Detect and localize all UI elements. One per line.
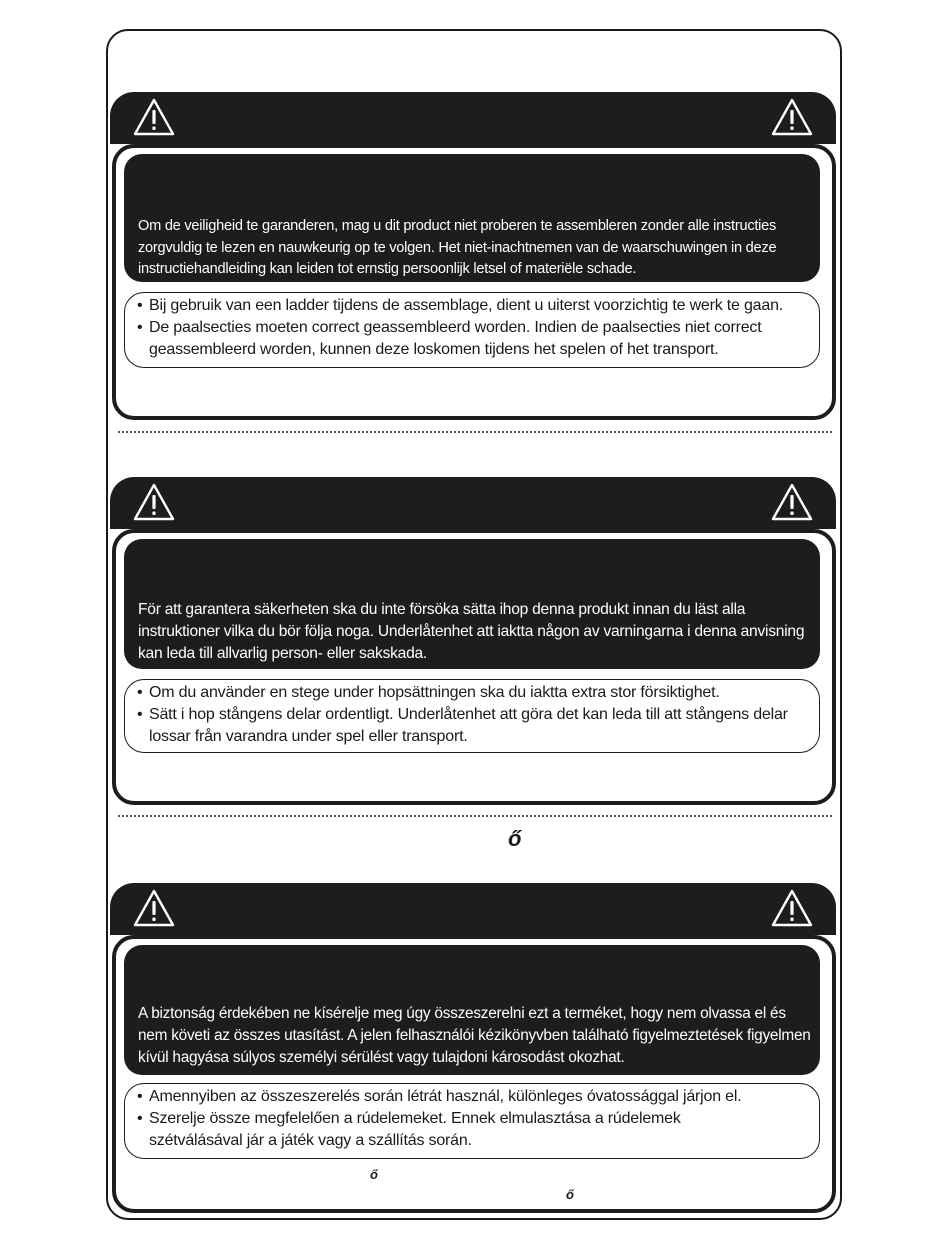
warning-intro-box [124, 945, 820, 1075]
warning-header-bar [110, 92, 836, 144]
warning-triangle-icon [132, 888, 176, 928]
warning-bullet: • Amennyiben az összeszerelés során létrát használ, különleges óvatossággal járjon el. [137, 1086, 809, 1108]
warning-intro-text: För att garantera säkerheten ska du inte försöka sätta ihop denna produkt innan du läst alla instruktioner vilka du bör följa noga. Underlåtenhet att iaktta någon av varningarna i denna anvisning kan leda till allvarlig person- eller sakskada. [138, 601, 805, 662]
warning-intro-box [124, 154, 820, 282]
warning-bullet-box [124, 679, 820, 753]
dotted-divider [118, 431, 832, 433]
warning-triangle-icon [770, 97, 814, 137]
warning-bullet: • Bij gebruik van een ladder tijdens de assemblage, dient u uiterst voorzichtig te werk te gaan. [137, 295, 811, 317]
warning-bullet: • De paalsecties moeten correct geassembleerd worden. Indien de paalsecties niet correct geassembleerd worden, kunnen deze loskomen tijdens het spelen of het transport. [137, 317, 811, 361]
warning-triangle-icon [770, 888, 814, 928]
warning-triangle-icon [132, 97, 176, 137]
warning-header-bar [110, 477, 836, 529]
warning-section-hungarian [110, 883, 836, 1215]
warning-header-bar [110, 883, 836, 935]
warning-intro-box [124, 539, 820, 669]
warning-intro-text: A biztonság érdekében ne kísérelje meg úgy összeszerelni ezt a terméket, hogy nem olvassa el és nem követi az összes utasítást. A jelen felhasználói kézikönyvben található figyelmeztetések figyelmen kívül hagyása súlyos személyi sérülést vagy tulajdoni károsodást okozhat. [138, 1005, 811, 1066]
section-heading-glyph: ő [508, 826, 522, 851]
warning-section-dutch [110, 92, 836, 422]
warning-bullet: • Sätt i hop stångens delar ordentligt. Underlåtenhet att göra det kan leda till att stångens delar lossar från varandra under spel eller transport. [137, 704, 811, 748]
warning-bullet: • Om du använder en stege under hopsättningen ska du iaktta extra stor försiktighet. [137, 682, 811, 704]
footer-glyph: ő [370, 1167, 378, 1182]
warning-triangle-icon [132, 482, 176, 522]
warning-bullet-box [124, 292, 820, 368]
warning-section-swedish [110, 477, 836, 807]
warning-intro-text: Om de veiligheid te garanderen, mag u dit product niet proberen te assembleren zonder alle instructies zorgvuldig te lezen en nauwkeurig op te volgen. Het niet-inachtnemen van de waarschuwingen in deze instructiehandleiding kan leiden tot ernstig persoonlijk letsel of materiële schade. [138, 218, 777, 277]
warning-triangle-icon [770, 482, 814, 522]
dotted-divider [118, 815, 832, 817]
footer-glyph: ő [566, 1187, 574, 1202]
warning-bullet: • Szerelje össze megfelelően a rúdelemeket. Ennek elmulasztása a rúdelemek szétválásával jár a játék vagy a szállítás során. [137, 1108, 729, 1152]
warning-bullet-box [124, 1083, 820, 1159]
